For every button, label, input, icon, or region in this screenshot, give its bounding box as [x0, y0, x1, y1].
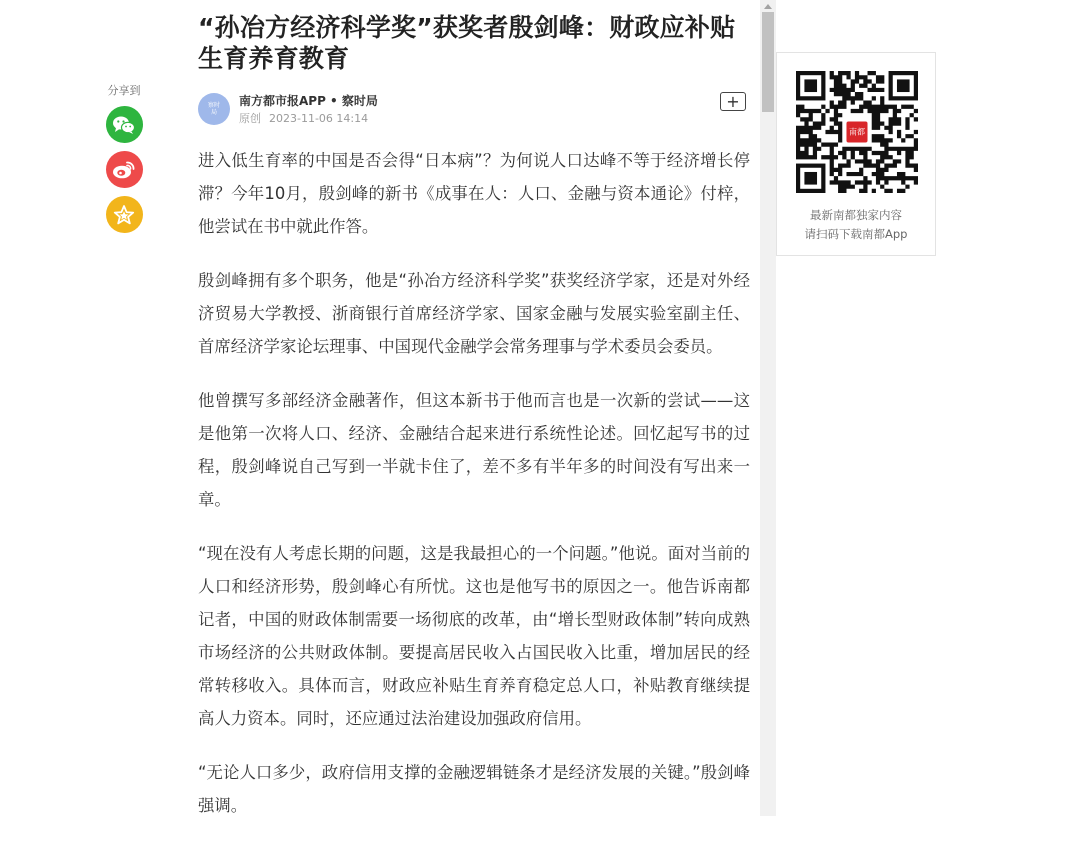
- qr-caption-line1: 最新南都独家内容: [810, 208, 902, 222]
- weibo-icon: [112, 160, 136, 180]
- qr-caption: [777, 206, 935, 244]
- paragraph: 进入低生育率的中国是否会得“日本病”？为何说人口达峰不等于经济增长停滞？今年10月，殷剑峰的新书《成事在人：人口、金融与资本通论》付梓，他尝试在书中就此作答。: [198, 151, 750, 236]
- publish-date: 2023-11-06 14:14: [269, 111, 369, 125]
- scrollbar-thumb[interactable]: [762, 12, 774, 112]
- scroll-up-arrow-icon[interactable]: [764, 4, 772, 9]
- qr-caption-line2: 请扫码下载南都App: [804, 227, 908, 241]
- article-body: [198, 144, 750, 822]
- original-label: 原创: [239, 111, 261, 125]
- share-sidebar: [104, 82, 144, 241]
- avatar-text: 察时局: [207, 102, 220, 116]
- qr-logo-text: 南都: [849, 127, 865, 137]
- qr-finder-pattern: [891, 73, 916, 98]
- wechat-icon: [112, 115, 136, 135]
- qr-finder-pattern: [798, 166, 823, 191]
- star-icon: [113, 204, 135, 226]
- paragraph: 他曾撰写多部经济金融著作，但这本新书于他而言也是一次新的尝试——这是他第一次将人口、经济、金融结合起来进行系统性论述。回忆起写书的过程，殷剑峰说自己写到一半就卡住了，差不多有半年多的时间没有写出来一章。: [198, 391, 750, 509]
- article-meta: [198, 91, 750, 127]
- paragraph: “现在没有人考虑长期的问题，这是我最担心的一个问题。”他说。面对当前的人口和经济形势，殷剑峰心有所忧。这也是他写书的原因之一。他告诉南都记者，中国的财政体制需要一场彻底的改革，由“增长型财政体制”转向成熟市场经济的公共财政体制。要提高居民收入占国民收入比重，增加居民的经常转移收入。具体而言，财政应补贴生育养育稳定总人口，补贴教育继续提高人力资本。同时，还应通过法治建设加强政府信用。: [198, 544, 750, 728]
- article: [198, 12, 750, 843]
- app-download-card: [776, 52, 936, 256]
- article-title: “孙冶方经济科学奖”获奖者殷剑峰：财政应补贴生育养育教育: [198, 13, 736, 73]
- paragraph: “无论人口多少，政府信用支撑的金融逻辑链条才是经济发展的关键。”殷剑峰强调。: [198, 763, 750, 815]
- author-name[interactable]: 南方都市报APP • 察时局: [239, 93, 378, 108]
- follow-button[interactable]: [720, 92, 746, 111]
- qr-code: [796, 71, 918, 193]
- vertical-scrollbar[interactable]: [760, 0, 776, 816]
- weibo-share-button[interactable]: [106, 151, 143, 188]
- author-info: [239, 93, 378, 126]
- publish-info: [239, 111, 378, 126]
- paragraph: 殷剑峰拥有多个职务，他是“孙冶方经济科学奖”获奖经济学家，还是对外经济贸易大学教授、浙商银行首席经济学家、国家金融与发展实验室副主任、首席经济学家论坛理事、中国现代金融学会常务理事与学术委员会委员。: [198, 271, 750, 356]
- avatar[interactable]: [198, 93, 230, 125]
- plus-icon: +: [726, 91, 740, 111]
- favorite-button[interactable]: [106, 196, 143, 233]
- qr-finder-pattern: [798, 73, 823, 98]
- share-label: 分享到: [107, 84, 141, 97]
- wechat-share-button[interactable]: [106, 106, 143, 143]
